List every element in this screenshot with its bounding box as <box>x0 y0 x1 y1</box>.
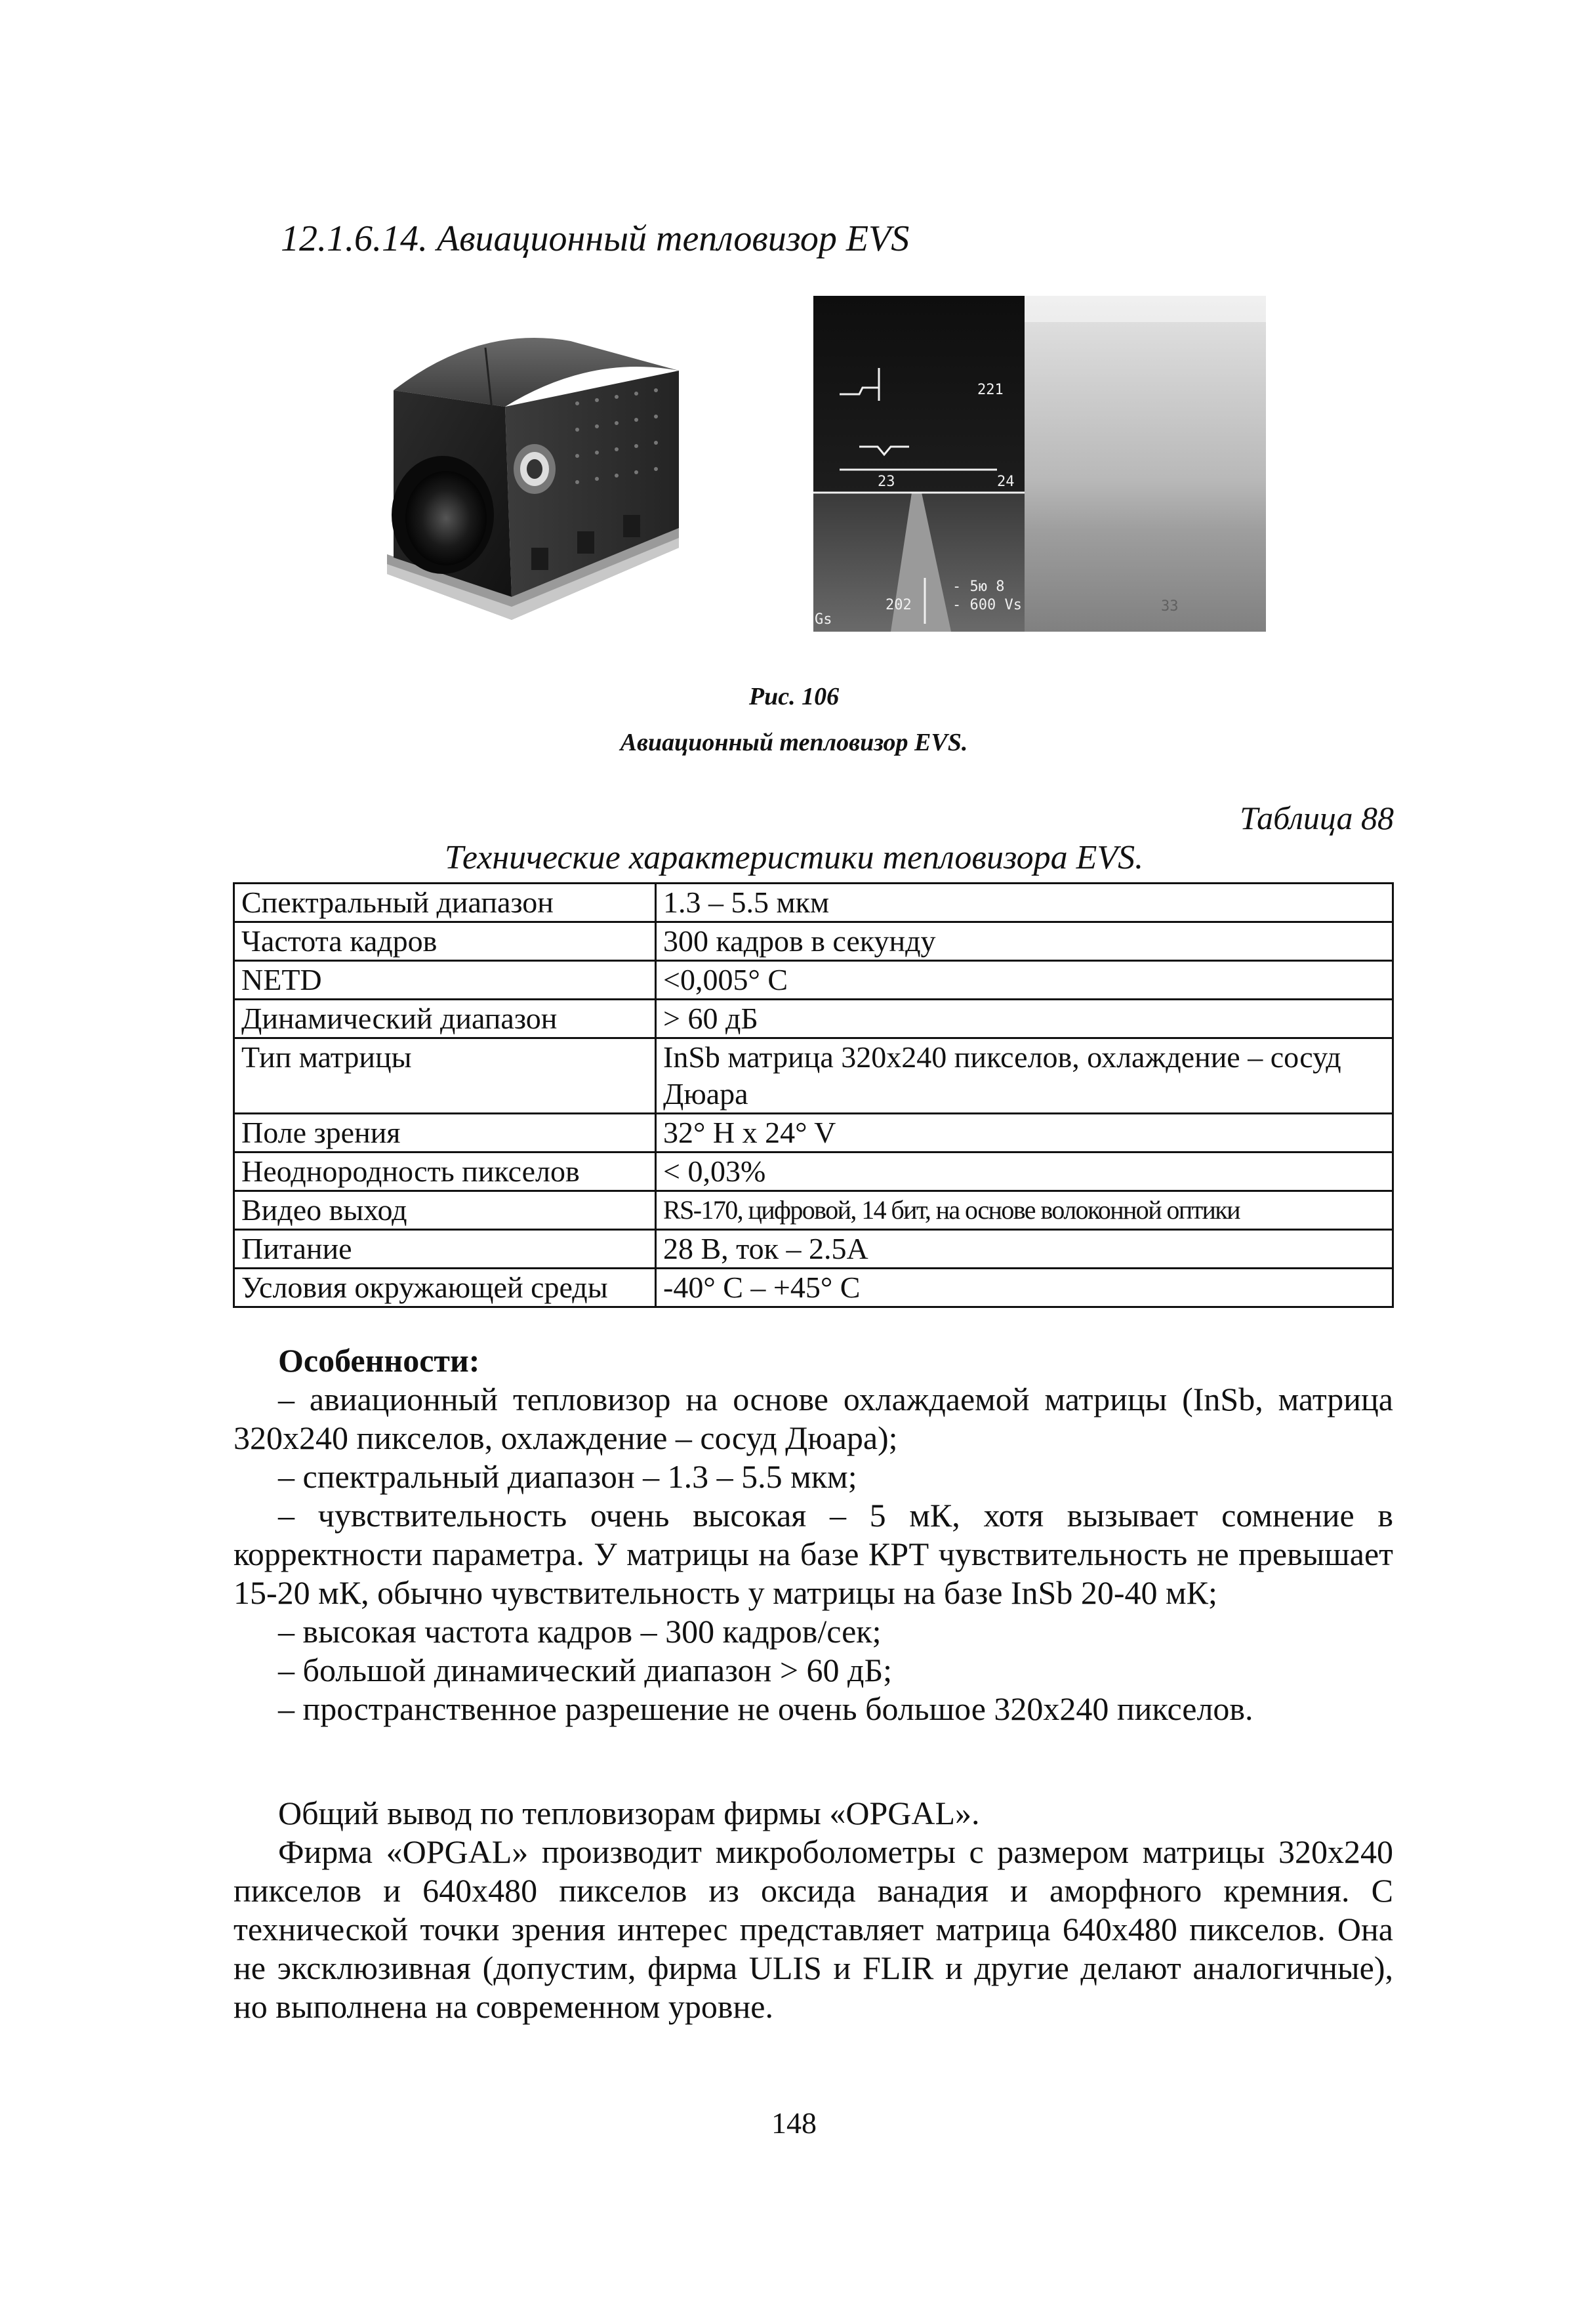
feature-item: – чувствительность очень высокая – 5 мК, хотя вызывает сомнение в корректности параметра. У матрицы на базе КРТ чувствительность не превышает 15-20 мК, обычно чувствительность у матрицы на базе InSb 20-40 мК; <box>234 1497 1393 1611</box>
features-heading: Особенности: <box>278 1342 480 1379</box>
table-row <box>234 1000 1393 1038</box>
table-row <box>234 1230 1393 1269</box>
table-row <box>234 1269 1393 1307</box>
table-row <box>234 1038 1393 1114</box>
spec-value: 28 В, ток – 2.5А <box>656 1230 1393 1269</box>
hud-label-heading: 202 <box>886 597 912 613</box>
hud-label-vs: - 600 Vs <box>952 597 1022 613</box>
spec-value: < 0,03% <box>656 1152 1393 1191</box>
specs-table <box>233 882 1394 1308</box>
hud-label-pitch-24: 24 <box>997 474 1015 490</box>
feature-item: – спектральный диапазон – 1.3 – 5.5 мкм; <box>278 1458 857 1495</box>
figure-caption-number: Рис. 106 <box>748 683 840 710</box>
table-row <box>234 884 1393 922</box>
hud-label-right: 33 <box>1161 598 1179 615</box>
spec-value: InSb матрица 320х240 пикселов, охлаждение – сосуд Дюара <box>656 1038 1393 1114</box>
conclusion-section <box>234 1794 1393 2026</box>
evs-camera-photo <box>380 298 682 630</box>
feature-item: – пространственное разрешение не очень большое 320х240 пикселов. <box>278 1690 1253 1727</box>
spec-value: <0,005° С <box>656 961 1393 1000</box>
feature-item: – высокая частота кадров – 300 кадров/сек; <box>278 1613 882 1650</box>
table-row <box>234 1152 1393 1191</box>
feature-item: – большой динамический диапазон > 60 дБ; <box>278 1652 893 1688</box>
hud-label-airspeed: 221 <box>977 382 1004 398</box>
table-row <box>234 922 1393 961</box>
spec-value: > 60 дБ <box>656 1000 1393 1038</box>
spec-value: RS-170, цифровой, 14 бит, на основе волоконной оптики <box>656 1191 1393 1230</box>
hud-label-gs: Gs <box>815 611 832 628</box>
conclusion-lead: Общий вывод по тепловизорам фирмы «OPGAL». <box>278 1795 980 1831</box>
spec-key: Частота кадров <box>234 922 656 961</box>
table-row <box>234 1191 1393 1230</box>
section-heading: 12.1.6.14. Авиационный тепловизор EVS <box>281 218 910 259</box>
hud-label-pitch-23: 23 <box>878 474 895 490</box>
features-section <box>234 1341 1393 1728</box>
table-row <box>234 961 1393 1000</box>
hud-label-altitude: - 5ю 8 <box>952 579 1005 595</box>
thermal-hud-image <box>813 296 1266 632</box>
spec-key: Спектральный диапазон <box>234 884 656 922</box>
spec-key: Видео выход <box>234 1191 656 1230</box>
spec-key: Неоднородность пикселов <box>234 1152 656 1191</box>
spec-key: Тип матрицы <box>234 1038 656 1114</box>
spec-key: Динамический диапазон <box>234 1000 656 1038</box>
figure-caption-title: Авиационный тепловизор EVS. <box>620 729 968 756</box>
spec-value: 300 кадров в секунду <box>656 922 1393 961</box>
table-title: Технические характеристики тепловизора EVS. <box>444 839 1144 876</box>
spec-value: -40° С – +45° С <box>656 1269 1393 1307</box>
spec-value: 1.3 – 5.5 мкм <box>656 884 1393 922</box>
spec-key: Поле зрения <box>234 1114 656 1152</box>
spec-value: 32° H x 24° V <box>656 1114 1393 1152</box>
spec-key: Питание <box>234 1230 656 1269</box>
conclusion-paragraph: Фирма «OPGAL» производит микроболометры с размером матрицы 320х240 пикселов и 640х480 пикселов из оксида ванадия и аморфного кремния. С технической точки зрения интерес представляет матрица 640х480 пикселов. Она не эксклюзивная (допустим, фирма ULIS и FLIR и другие делают аналогичные), но выполнена на современном уровне. <box>234 1833 1393 2025</box>
feature-item: – авиационный тепловизор на основе охлаждаемой матрицы (InSb, матрица 320х240 пикселов, охлаждение – сосуд Дюара); <box>234 1381 1393 1456</box>
page-number: 148 <box>771 2106 817 2140</box>
spec-key: Условия окружающей среды <box>234 1269 656 1307</box>
table-number: Таблица 88 <box>1240 800 1394 836</box>
spec-key: NETD <box>234 961 656 1000</box>
table-row <box>234 1114 1393 1152</box>
